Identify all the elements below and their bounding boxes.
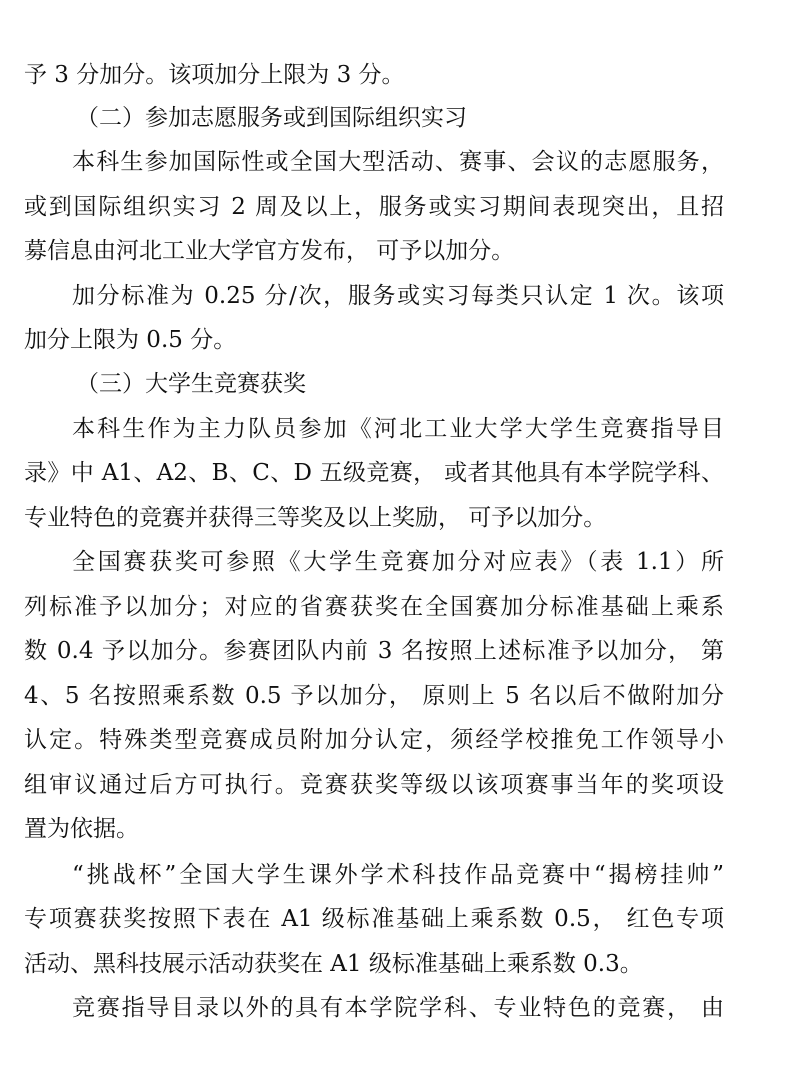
text-line: 加分标准为 0.25 分/次，服务或实习每类只认定 1 次。该项 [72, 283, 724, 309]
text-line: 加分上限为 0.5 分。 [24, 327, 237, 353]
text-line: 认定。特殊类型竞赛成员附加分认定，须经学校推免工作领导小 [24, 727, 724, 753]
text-line: 本科生参加国际性或全国大型活动、赛事、会议的志愿服务， [72, 149, 724, 175]
text-line: 全国赛获奖可参照《大学生竞赛加分对应表》（表 1.1）所 [72, 549, 724, 575]
section-heading-volunteer: （二）参加志愿服务或到国际组织实习 [76, 105, 467, 131]
text-line: 数 0.4 予以加分。参赛团队内前 3 名按照上述标准予以加分， 第 [24, 638, 724, 664]
text-line: 予 3 分加分。该项加分上限为 3 分。 [24, 62, 405, 88]
text-line: 组审议通过后方可执行。竞赛获奖等级以该项赛事当年的奖项设 [24, 772, 724, 798]
text-line: 募信息由河北工业大学官方发布， 可予以加分。 [24, 238, 515, 264]
text-line: 活动、黑科技展示活动获奖在 A1 级标准基础上乘系数 0.3。 [24, 951, 643, 977]
section-heading-competition: （三）大学生竞赛获奖 [76, 371, 306, 397]
text-line: 专业特色的竞赛并获得三等奖及以上奖励， 可予以加分。 [24, 505, 607, 531]
text-line: 列标准予以加分；对应的省赛获奖在全国赛加分标准基础上乘系 [24, 594, 724, 620]
text-line: 专项赛获奖按照下表在 A1 级标准基础上乘系数 0.5， 红色专项 [24, 906, 724, 932]
text-line: 4、5 名按照乘系数 0.5 予以加分， 原则上 5 名以后不做附加分 [24, 683, 724, 709]
text-line: 录》中 A1、A2、B、C、D 五级竞赛， 或者其他具有本学院学科、 [24, 460, 724, 486]
text-line: 竞赛指导目录以外的具有本学院学科、专业特色的竞赛， 由 [72, 995, 724, 1021]
text-line: 本科生作为主力队员参加《河北工业大学大学生竞赛指导目 [72, 416, 724, 442]
text-line: 或到国际组织实习 2 周及以上，服务或实习期间表现突出，且招 [24, 194, 724, 220]
text-line: 置为依据。 [24, 816, 139, 842]
text-line: “挑战杯”全国大学生课外学术科技作品竞赛中“揭榜挂帅” [72, 862, 724, 888]
